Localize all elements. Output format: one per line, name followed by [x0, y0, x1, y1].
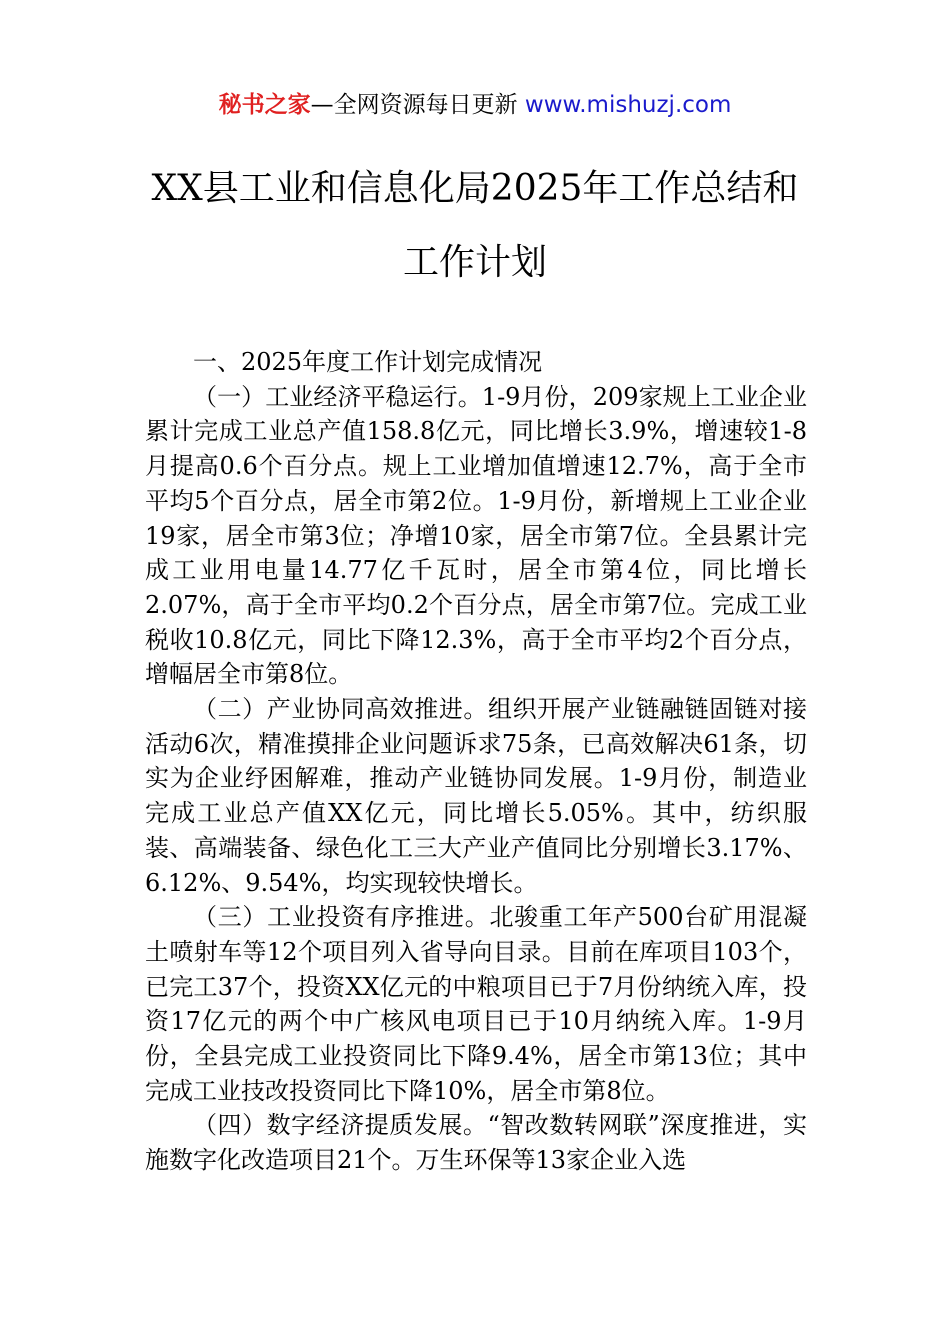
site-tagline: —全网资源每日更新 [310, 92, 525, 118]
document-title [140, 152, 810, 300]
paragraph-industrial-investment: （三）工业投资有序推进。北骏重工年产500台矿用混凝土喷射车等12个项目列入省导向目录。目前在库项目103个，已完工37个，投资XX亿元的中粮项目已于7月份纳统入库，投资17亿元的两个中广核风电项目已于10月纳统入库。1-9月份，全县完成工业投资同比下降9.4%，居全市第13位；其中完成工业技改投资同比下降10%，居全市第8位。 [145, 903, 807, 1105]
paragraph-digital-economy: （四）数字经济提质发展。“智改数转网联”深度推进，实施数字化改造项目21个。万生环保等13家企业入选 [145, 1111, 807, 1175]
paragraph-industry-coordination: （二）产业协同高效推进。组织开展产业链融链固链对接活动6次，精准摸排企业问题诉求75条，已高效解决61条，切实为企业纾困解难，推动产业链协同发展。1-9月份，制造业完成工业总产值XX亿元，同比增长5.05%。其中，纺织服装、高端装备、绿色化工三大产业产值同比分别增长3.17%、6.12%、9.54%，均实现较快增长。 [145, 695, 807, 897]
site-header [0, 88, 950, 122]
title-line-1: XX县工业和信息化局2025年工作总结和 [151, 168, 799, 209]
document-body [145, 345, 807, 1178]
title-line-2: 工作计划 [402, 242, 547, 283]
site-url-link[interactable]: www.mishuzj.com [524, 92, 732, 118]
section-heading: 一、2025年度工作计划完成情况 [193, 348, 543, 376]
site-brand: 秘书之家 [218, 92, 311, 118]
paragraph-industrial-economy: （一）工业经济平稳运行。1-9月份，209家规上工业企业累计完成工业总产值158.8亿元，同比增长3.9%，增速较1-8月提高0.6个百分点。规上工业增加值增速12.7%，高于全市平均5个百分点，居全市第2位。1-9月份，新增规上工业企业19家，居全市第3位；净增10家，居全市第7位。全县累计完成工业用电量14.77亿千瓦时，居全市第4位，同比增长2.07%，高于全市平均0.2个百分点，居全市第7位。完成工业税收10.8亿元，同比下降12.3%，高于全市平均2个百分点，增幅居全市第8位。 [145, 382, 807, 689]
